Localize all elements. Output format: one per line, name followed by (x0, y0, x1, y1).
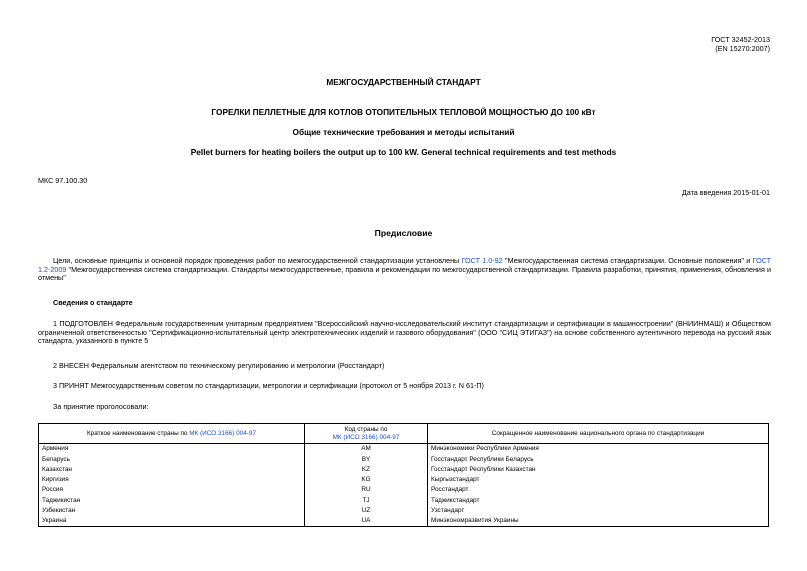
code-cell: KG (305, 475, 428, 485)
body-cell: Госстандарт Республики Беларусь (428, 454, 769, 464)
item-prepared: 1 ПОДГОТОВЛЕН Федеральным государственным унитарным предприятием "Всероссийский научно-исследовательский институт стандартизации и сертификации в машиностроении" (ВНИИНМАШ) и Обществом ограниченной ответственностью "Сертификационно-испытательный центр электротехнических изделий и газового оборудования" (ООО "СИЦ ЭТИГАЗ") на основе собственного аутентичного перевода на русский язык стандарта, указанного в пункте 5 (38, 319, 771, 346)
document-header (711, 36, 770, 53)
standard-title-ru: ГОРЕЛКИ ПЕЛЛЕТНЫЕ ДЛЯ КОТЛОВ ОТОПИТЕЛЬНЫХ ТЕПЛОВОЙ МОЩНОСТЬЮ ДО 100 кВт (211, 107, 596, 117)
standard-info-heading: Сведения о стандарте (53, 298, 133, 307)
code-cell: RU (305, 485, 428, 495)
paragraph-text: "Межгосударственная система стандартизации. Стандарты межгосударственные, правила и рекомендации по межгосударственной стандартизации. Правила разработки, принятия, применения, обновления и отмены" (38, 264, 771, 283)
code-cell: UZ (305, 506, 428, 516)
body-cell: Минэкономики Республики Армения (428, 444, 769, 455)
table-row (39, 506, 769, 516)
country-cell: Украина (39, 516, 305, 527)
gost-1-2-2009-link[interactable]: ГОСТ 1.2-2009 (38, 256, 771, 274)
table-row (39, 444, 769, 455)
table-row (39, 516, 769, 527)
mk-iso-3166-link[interactable]: МК (ИСО 3166) 004-97 (332, 433, 400, 441)
item-submitted: 2 ВНЕСЕН Федеральным агентством по техническому регулированию и метрологии (Росстандарт) (53, 361, 385, 370)
body-cell: Росстандарт (428, 485, 769, 495)
foreword-paragraph (38, 257, 771, 283)
table-row (39, 495, 769, 505)
country-cell: Таджикистан (39, 495, 305, 505)
table-row (39, 475, 769, 485)
header-text: Код страны по (344, 425, 388, 433)
code-cell: BY (305, 454, 428, 464)
code-cell: AM (305, 444, 428, 455)
countries-table (38, 423, 769, 527)
body-cell: Минэкономразвития Украины (428, 516, 769, 527)
country-cell: Беларусь (39, 454, 305, 464)
table-row (39, 454, 769, 464)
country-cell: Узбекистан (39, 506, 305, 516)
table-row (39, 465, 769, 475)
gost-number: ГОСТ 32452-2013 (711, 35, 770, 44)
col-country-header (39, 424, 305, 444)
en-reference: (EN 15270:2007) (715, 43, 770, 53)
code-cell: TJ (305, 495, 428, 505)
body-cell: Узстандарт (428, 506, 769, 516)
standard-title-en: Pellet burners for heating boilers the output up to 100 kW. General technical requirements and test methods (190, 147, 617, 157)
body-cell: Госстандарт Республики Казахстан (428, 465, 769, 475)
mk-iso-3166-link[interactable]: МК (ИСО 3166) 004-97 (189, 429, 257, 437)
gost-1-0-92-link[interactable]: ГОСТ 1.0-92 (461, 256, 503, 265)
col-body-header: Сокращенное наименование национального органа по стандартизации (428, 424, 769, 444)
country-cell: Киргизия (39, 475, 305, 485)
body-cell: Кыргызстандарт (428, 475, 769, 485)
body-cell: Таджикстандарт (428, 495, 769, 505)
country-cell: Россия (39, 485, 305, 495)
paragraph-text: Цели, основные принципы и основной порядок проведения работ по межгосударственной стандартизации установлены (53, 256, 462, 265)
foreword-heading: Предисловие (374, 228, 433, 238)
vote-label: За принятие проголосовали: (53, 402, 149, 411)
country-cell: Казахстан (39, 465, 305, 475)
table-header-row (39, 424, 769, 444)
paragraph-text: "Межгосударственная система стандартизации. Основные положения" и (502, 256, 753, 265)
code-cell: KZ (305, 465, 428, 475)
country-cell: Армения (39, 444, 305, 455)
intro-date: Дата введения 2015-01-01 (681, 188, 770, 197)
mks-code: МКС 97.100.30 (38, 176, 88, 185)
code-cell: UA (305, 516, 428, 527)
col-code-header (305, 424, 428, 444)
standard-type: МЕЖГОСУДАРСТВЕННЫЙ СТАНДАРТ (326, 77, 481, 87)
item-adopted: 3 ПРИНЯТ Межгосударственным советом по стандартизации, метрологии и сертификации (протокол от 5 ноября 2013 г. N 61-П) (53, 381, 484, 390)
table-row (39, 485, 769, 495)
standard-subtitle-ru: Общие технические требования и методы испытаний (292, 127, 515, 137)
header-text: Краткое наименование страны по (86, 429, 190, 437)
